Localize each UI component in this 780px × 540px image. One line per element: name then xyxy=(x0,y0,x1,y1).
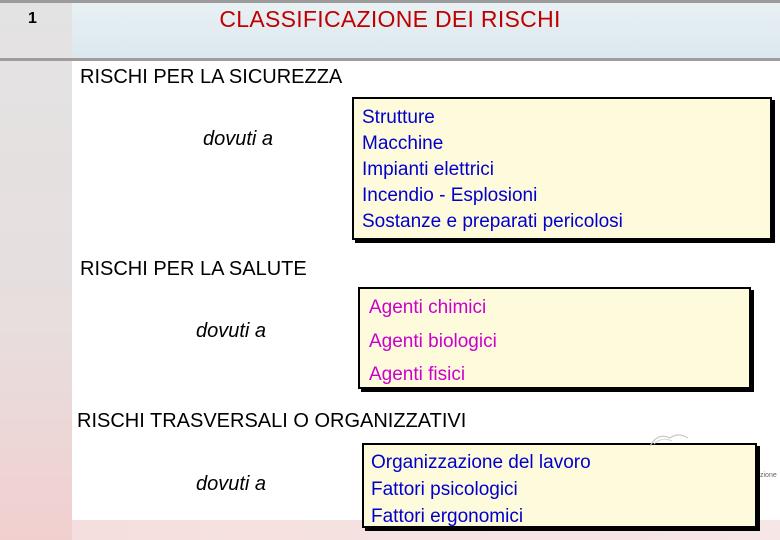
list-item: Sostanze e preparati pericolosi xyxy=(362,211,623,232)
list-item: Fattori psicologici xyxy=(371,479,518,500)
top-divider xyxy=(0,0,780,3)
background-logo-icon xyxy=(648,430,696,448)
organizational-risks-box xyxy=(362,443,757,528)
dovuti-a-label: dovuti a xyxy=(203,128,274,150)
section-heading-trasversali: RISCHI TRASVERSALI O ORGANIZZATIVI xyxy=(77,410,467,432)
section-heading-sicurezza: RISCHI PER LA SICUREZZA xyxy=(80,66,343,88)
left-sidebar-strip xyxy=(0,0,72,540)
list-item: Strutture xyxy=(362,107,435,128)
list-item: Organizzazione del lavoro xyxy=(371,452,591,473)
dovuti-a-label: dovuti a xyxy=(196,473,267,495)
list-item: Agenti chimici xyxy=(369,297,487,318)
safety-risks-box xyxy=(352,97,772,240)
list-item: Agenti fisici xyxy=(369,364,466,385)
section-heading-salute: RISCHI PER LA SALUTE xyxy=(80,258,307,280)
list-item: Agenti biologici xyxy=(369,330,497,352)
health-risks-box xyxy=(358,287,751,389)
slide-title: CLASSIFICAZIONE DEI RISCHI xyxy=(219,6,561,32)
header-divider xyxy=(0,58,780,61)
list-item: Incendio - Esplosioni xyxy=(362,185,538,206)
list-item: Macchine xyxy=(362,133,444,154)
list-item: Impianti elettrici xyxy=(362,159,494,180)
background-logo-text: zione xyxy=(760,472,777,479)
list-item: Fattori ergonomici xyxy=(371,506,524,527)
dovuti-a-label: dovuti a xyxy=(196,320,267,342)
slide-number: 1 xyxy=(28,10,37,27)
